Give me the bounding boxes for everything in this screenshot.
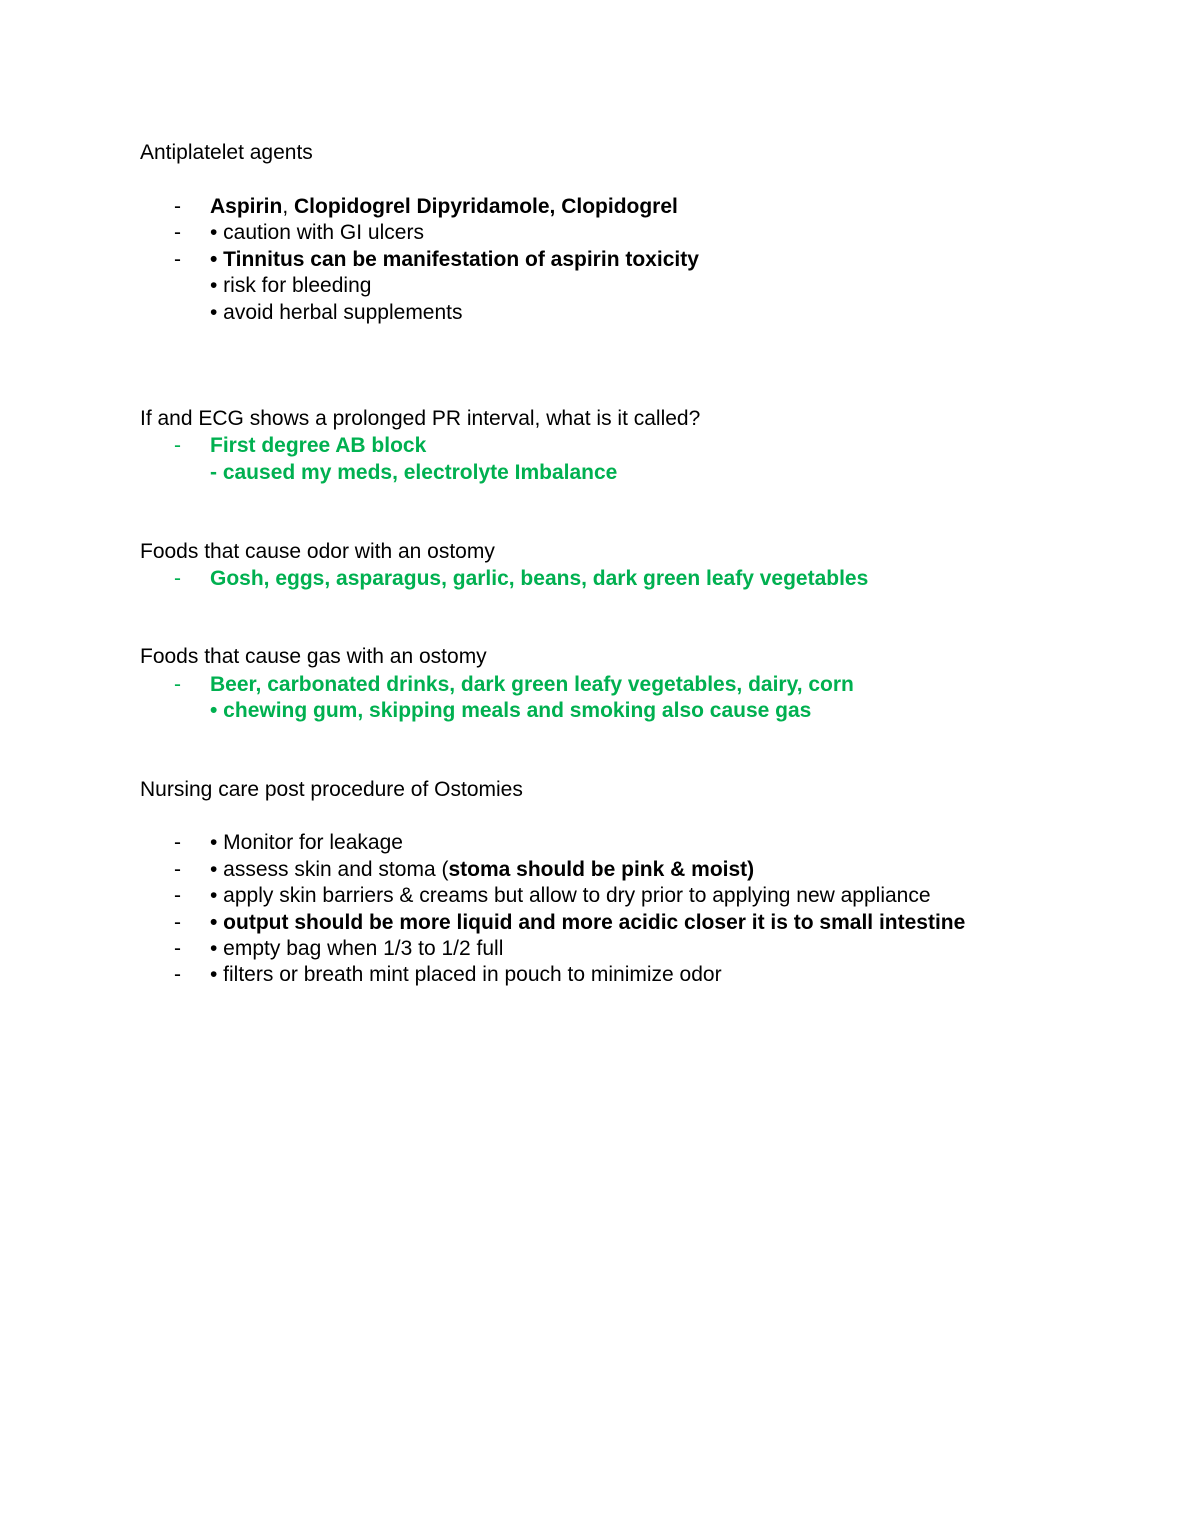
list-dash: - [174, 434, 181, 457]
nursing-item-barriers: • apply skin barriers & creams but allow to dry prior to applying new appliance [210, 884, 931, 907]
list-dash: - [174, 858, 181, 881]
nursing-item-skin-bold: stoma should be pink & moist) [448, 858, 755, 881]
list-dash: - [174, 831, 181, 854]
antiplatelet-item-gi: • caution with GI ulcers [210, 221, 424, 244]
ecg-question: If and ECG shows a prolonged PR interval, what is it called? [140, 407, 701, 430]
list-dash: - [174, 911, 181, 934]
odor-answer: Gosh, eggs, asparagus, garlic, beans, dark green leafy vegetables [210, 567, 869, 590]
antiplatelet-item-herbal: • avoid herbal supplements [210, 301, 463, 324]
drug-name-aspirin: Aspirin [210, 195, 283, 218]
nursing-item-skin-text: • assess skin and stoma ( [210, 858, 449, 881]
gas-heading: Foods that cause gas with an ostomy [140, 645, 487, 668]
nursing-item-output: • output should be more liquid and more acidic closer it is to small intestine [210, 911, 966, 934]
drug-separator: , [282, 195, 295, 218]
ecg-answer: First degree AB block [210, 434, 427, 457]
list-dash: - [174, 673, 181, 696]
nursing-item-leakage: • Monitor for leakage [210, 831, 403, 854]
nursing-item-skin [210, 857, 754, 883]
list-dash: - [174, 248, 181, 271]
list-dash: - [174, 937, 181, 960]
antiplatelet-heading: Antiplatelet agents [140, 141, 313, 164]
list-dash: - [174, 884, 181, 907]
odor-heading: Foods that cause odor with an ostomy [140, 540, 495, 563]
antiplatelet-item-tinnitus: • Tinnitus can be manifestation of aspirin toxicity [210, 248, 699, 271]
list-dash: - [174, 567, 181, 590]
gas-answer: Beer, carbonated drinks, dark green leafy vegetables, dairy, corn [210, 673, 854, 696]
ecg-answer-causes: - caused my meds, electrolyte Imbalance [210, 461, 618, 484]
gas-answer-extra: • chewing gum, skipping meals and smoking also cause gas [210, 699, 812, 722]
nursing-heading: Nursing care post procedure of Ostomies [140, 778, 523, 801]
antiplatelet-item-bleeding: • risk for bleeding [210, 274, 372, 297]
list-dash: - [174, 195, 181, 218]
nursing-item-empty-bag: • empty bag when 1/3 to 1/2 full [210, 937, 504, 960]
list-dash: - [174, 963, 181, 986]
antiplatelet-item-drugs [210, 194, 678, 220]
nursing-item-filters: • filters or breath mint placed in pouch to minimize odor [210, 963, 722, 986]
list-dash: - [174, 221, 181, 244]
drug-names-other: Clopidogrel Dipyridamole, Clopidogrel [294, 195, 678, 218]
